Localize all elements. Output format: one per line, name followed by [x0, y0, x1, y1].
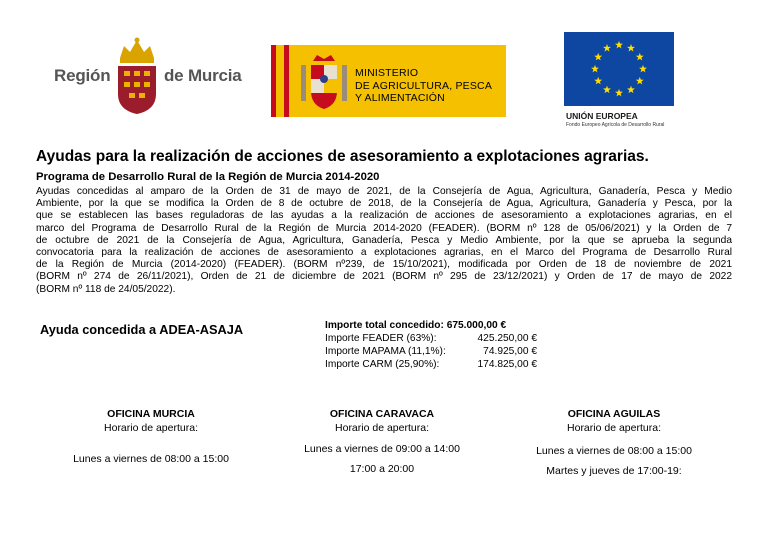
paragraph-line: (BORM nº 274 de 26/11/2021), Orden de 21 de diciembre de 2021 (BORM nº 295 de 23/12/2021) y Orden de 17 de mayo de 2022 [36, 271, 732, 283]
office-hours-label: Horario de apertura: [335, 422, 429, 434]
amount-row [325, 358, 537, 371]
paragraph-line: de la Región de Murcia (2014-2020) (FEADER). (BORM nº239, de 15/10/2021), modificada por Orden de 18 de noviembre de 2021 [36, 259, 732, 271]
office-aguilas [519, 407, 709, 477]
office-hours-line: Lunes a viernes de 08:00 a 15:00 [536, 445, 692, 457]
office-name: OFICINA MURCIA [107, 408, 195, 420]
ministerio-line-3: Y ALIMENTACIÓN [355, 92, 445, 104]
office-caravaca [287, 407, 477, 475]
paragraph-line: que se establecen las bases reguladoras de las ayudas a la realización de acciones de asesoramiento a explotaciones agrarias, en el [36, 210, 732, 222]
ministerio-text [355, 67, 492, 105]
eu-flag-icon [564, 32, 674, 106]
union-europea-logo [564, 32, 679, 132]
program-subtitle: Programa de Desarrollo Rural de la Región de Murcia 2014-2020 [36, 171, 380, 183]
office-name: OFICINA CARAVACA [329, 408, 435, 420]
paragraph-line: de octubre de 2021 de la Consejería de Agua, Agricultura, Ganadería, Pesca y Medio Ambiente, por la que se aprueba la segunda [36, 234, 732, 246]
amount-value: 74.925,00 € [483, 346, 537, 357]
ministerio-agricultura-logo [271, 45, 506, 117]
region-murcia-logo [52, 36, 252, 116]
page-title: Ayudas para la realización de acciones de asesoramiento a explotaciones agrarias. [36, 148, 649, 165]
office-hours-line: 17:00 a 20:00 [349, 463, 415, 475]
total-amount: Importe total concedido: 675.000,00 € [325, 320, 507, 331]
paragraph-line: convocatoria para la realización de acciones de asesoramiento a explotaciones agrarias, en el Marco del Programa de Desarrollo Rural [36, 247, 732, 259]
office-hours-label: Horario de apertura: [567, 422, 661, 434]
amount-value: 174.825,00 € [477, 359, 537, 370]
amount-row [325, 345, 537, 358]
logo-word-region: Región [54, 66, 111, 85]
office-hours-line: Lunes a viernes de 08:00 a 15:00 [73, 453, 229, 465]
paragraph-line: marco del Programa de Desarrollo Rural de la Región de Murcia 2014-2020 (FEADER). (BORM nº 128 de 05/06/2021) y la Orden de 7 [36, 222, 732, 234]
ministerio-line-1: MINISTERIO [355, 67, 419, 79]
paragraph-line: Ambiente, por la que se modifica la Orden de 8 de octubre de 2018, de la Consejería de Agua, Agricultura, Ganadería y Pesca, por la [36, 198, 732, 210]
office-name: OFICINA AGUILAS [567, 408, 661, 420]
murcia-coat-of-arms-icon [114, 36, 160, 116]
office-murcia [56, 407, 246, 465]
eu-name: UNIÓN EUROPEA [566, 111, 638, 121]
logo-word-de-murcia: de Murcia [164, 66, 242, 85]
beneficiary-label: Ayuda concedida a ADEA-ASAJA [40, 322, 244, 337]
office-hours-label: Horario de apertura: [104, 422, 198, 434]
paragraph-line: (BORM nº 118 de 24/05/2022). [36, 283, 176, 295]
office-hours-line: Martes y jueves de 17:00-19: [546, 465, 682, 477]
paragraph-line: Ayudas concedidas al amparo de la Orden de 31 de mayo de 2021, de la Consejería de Agua, Agricultura, Ganadería, Pesca y Medio [36, 186, 732, 197]
amounts-block [325, 319, 537, 371]
amount-label: Importe FEADER (63%): [325, 333, 437, 344]
spain-flag-band-icon [271, 45, 289, 117]
amount-row [325, 332, 537, 345]
legal-paragraph [36, 186, 732, 296]
amount-label: Importe MAPAMA (11,1%): [325, 346, 446, 357]
spain-coat-of-arms-icon [299, 53, 349, 111]
eu-fund-name: Fondo Europeo Agrícola de Desarrollo Rural [566, 122, 665, 128]
office-hours-line: Lunes a viernes de 09:00 a 14:00 [304, 443, 460, 455]
ministerio-line-2: DE AGRICULTURA, PESCA [355, 79, 493, 92]
amount-value: 425.250,00 € [477, 333, 537, 344]
amount-label: Importe CARM (25,90%): [325, 359, 440, 370]
